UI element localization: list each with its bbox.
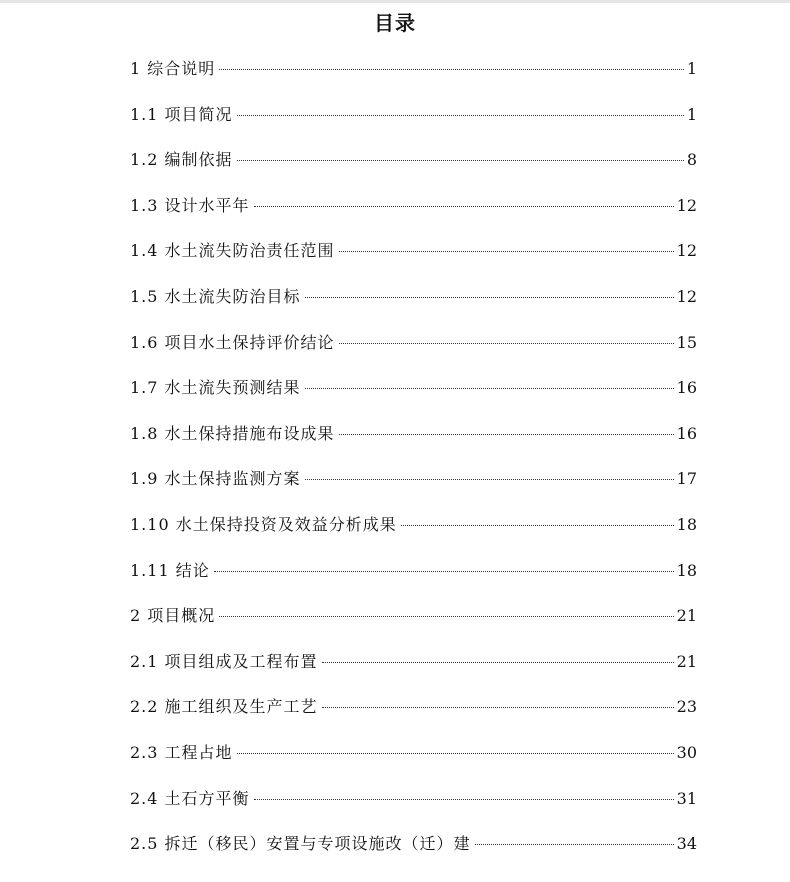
toc-entry-label: 1.8 水土保持措施布设成果 (130, 423, 335, 443)
toc-entry-label: 1 综合说明 (130, 59, 216, 78)
toc-page-number: 18 (676, 560, 697, 580)
toc-dot-leader (401, 525, 674, 526)
toc-entry[interactable] (130, 694, 697, 740)
toc-entry-label: 1.11 结论 (130, 560, 210, 580)
toc-entry-label: 1.2 编制依据 (130, 150, 233, 170)
toc-page-number: 21 (676, 651, 697, 671)
toc-dot-leader (237, 115, 684, 116)
toc-page-number: 8 (686, 150, 697, 170)
toc-entry[interactable] (130, 147, 697, 193)
toc-dot-leader (237, 160, 684, 161)
toc-dot-leader (214, 571, 674, 572)
toc-page-number: 1 (686, 59, 697, 78)
toc-entry[interactable] (130, 330, 697, 376)
toc-entry[interactable] (130, 421, 697, 467)
toc-entry[interactable] (130, 56, 697, 102)
toc-entry-label: 1.6 项目水土保持评价结论 (130, 332, 335, 352)
toc-page-number: 15 (676, 332, 697, 352)
toc-entry[interactable] (130, 193, 697, 239)
toc-entry-label: 2.1 项目组成及工程布置 (130, 651, 318, 671)
toc-entry-label: 1.5 水土流失防治目标 (130, 286, 301, 306)
toc-dot-leader (254, 799, 674, 800)
toc-entry-label: 1.1 项目简况 (130, 104, 233, 124)
toc-entry-label: 1.4 水土流失防治责任范围 (130, 241, 335, 261)
toc-page-number: 12 (676, 195, 697, 215)
toc-page-number: 18 (676, 514, 697, 534)
toc-page-number: 30 (676, 742, 697, 762)
toc-entry[interactable] (130, 831, 697, 877)
toc-page-number: 12 (676, 286, 697, 306)
page-title: 目录 (374, 11, 416, 35)
toc-dot-leader (305, 297, 674, 298)
toc-dot-leader (237, 753, 674, 754)
toc-dot-leader (219, 69, 684, 70)
toc-dot-leader (322, 662, 674, 663)
toc-entry-label: 1.10 水土保持投资及效益分析成果 (130, 514, 397, 534)
toc-dot-leader (305, 388, 674, 389)
toc-entry-label: 2.5 拆迁（移民）安置与专项设施改（迁）建 (130, 834, 471, 854)
toc-page-number: 12 (676, 241, 697, 261)
toc-entry[interactable] (130, 284, 697, 330)
toc-page-number: 16 (676, 423, 697, 443)
toc-page-number: 34 (676, 834, 697, 854)
toc-page-number: 16 (676, 378, 697, 398)
toc-entry[interactable] (130, 786, 697, 832)
toc-entry[interactable] (130, 102, 697, 148)
toc-entry-label: 2.2 施工组织及生产工艺 (130, 697, 318, 717)
toc-dot-leader (254, 206, 674, 207)
toc-entry[interactable] (130, 466, 697, 512)
toc-dot-leader (339, 434, 674, 435)
toc-entry-label: 1.3 设计水平年 (130, 195, 250, 215)
toc-dot-leader (322, 707, 674, 708)
toc-entry[interactable] (130, 649, 697, 695)
toc-entry-label: 2 项目概况 (130, 606, 216, 626)
toc-entry[interactable] (130, 603, 697, 649)
toc-page-number: 23 (676, 697, 697, 717)
toc-entry[interactable] (130, 740, 697, 786)
toc-dot-leader (219, 616, 673, 617)
toc-page-number: 21 (676, 606, 697, 626)
toc-entry-label: 2.4 土石方平衡 (130, 788, 250, 808)
toc-entry-label: 2.3 工程占地 (130, 742, 233, 762)
toc-page-number: 1 (686, 104, 697, 124)
toc-dot-leader (305, 479, 674, 480)
table-of-contents (130, 56, 697, 877)
toc-entry[interactable] (130, 375, 697, 421)
toc-dot-leader (475, 844, 674, 845)
toc-entry-label: 1.9 水土保持监测方案 (130, 469, 301, 489)
toc-entry-label: 1.7 水土流失预测结果 (130, 378, 301, 398)
toc-dot-leader (339, 251, 674, 252)
toc-dot-leader (339, 343, 674, 344)
toc-entry[interactable] (130, 558, 697, 604)
toc-entry[interactable] (130, 512, 697, 558)
toc-entry[interactable] (130, 238, 697, 284)
toc-page-number: 17 (676, 469, 697, 489)
toc-page-number: 31 (676, 788, 697, 808)
